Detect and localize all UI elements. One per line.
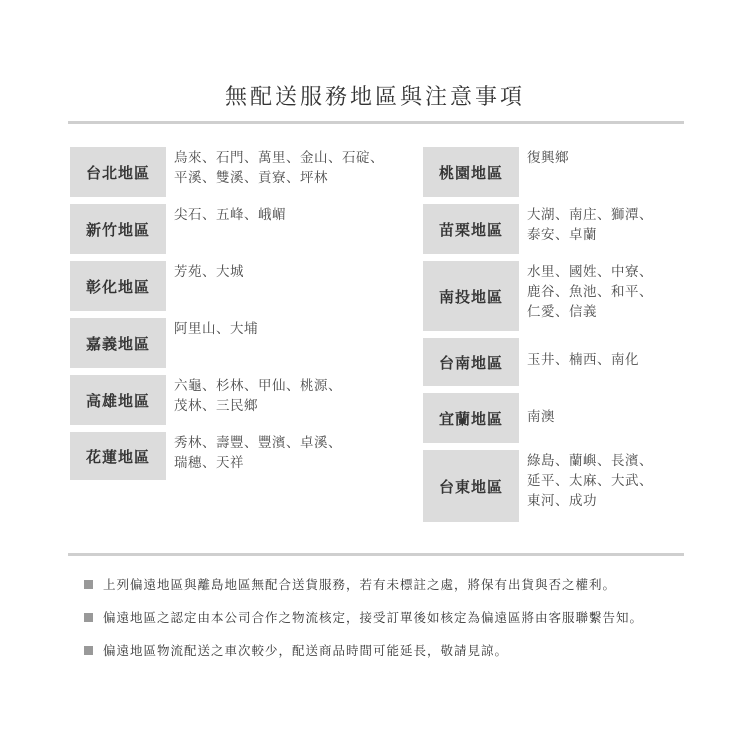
bottom-divider: [68, 553, 684, 556]
square-bullet-icon: [84, 613, 93, 622]
region-places: 阿里山、大埔: [174, 321, 258, 337]
region-label: 嘉義地區: [70, 318, 166, 368]
region-label: 台東地區: [423, 450, 519, 522]
region-label: 新竹地區: [70, 204, 166, 254]
region-row-changhua: [70, 261, 244, 311]
region-row-miaoli: [423, 204, 653, 254]
square-bullet-icon: [84, 646, 93, 655]
region-places: 綠島、蘭嶼、長濱、 延平、太麻、大武、 東河、成功: [527, 453, 653, 509]
top-divider: [68, 121, 684, 124]
region-places: 玉井、楠西、南化: [527, 352, 639, 368]
note-item: 上列偏遠地區與離島地區無配合送貨服務，若有未標註之處，將保有出貨與否之權利。: [84, 576, 643, 592]
region-row-tainan: [423, 338, 639, 386]
note-item: 偏遠地區之認定由本公司合作之物流核定，接受訂單後如核定為偏遠區將由客服聯繫告知。: [84, 609, 643, 625]
region-places: 芳苑、大城: [174, 264, 244, 280]
region-places: 復興鄉: [527, 150, 569, 166]
square-bullet-icon: [84, 580, 93, 589]
notes-list: [84, 576, 643, 675]
region-places: 水里、國姓、中寮、 鹿谷、魚池、和平、 仁愛、信義: [527, 264, 653, 320]
region-label: 高雄地區: [70, 375, 166, 425]
region-row-taitung: [423, 450, 653, 522]
region-label: 花蓮地區: [70, 432, 166, 480]
region-label: 桃園地區: [423, 147, 519, 197]
region-label: 南投地區: [423, 261, 519, 331]
region-label: 台北地區: [70, 147, 166, 197]
region-label: 苗栗地區: [423, 204, 519, 254]
region-label: 彰化地區: [70, 261, 166, 311]
note-item: 偏遠地區物流配送之車次較少，配送商品時間可能延長，敬請見諒。: [84, 642, 643, 658]
region-row-taipei: [70, 147, 384, 197]
region-row-nantou: [423, 261, 653, 331]
region-row-kaohsiung: [70, 375, 342, 425]
region-row-yilan: [423, 393, 555, 443]
region-places: 南澳: [527, 409, 555, 425]
page-title: 無配送服務地區與注意事項: [224, 85, 525, 110]
region-places: 尖石、五峰、峨嵋: [174, 207, 286, 223]
region-label: 宜蘭地區: [423, 393, 519, 443]
region-places: 秀林、壽豐、豐濱、卓溪、 瑞穗、天祥: [174, 435, 342, 471]
region-row-hsinchu: [70, 204, 286, 254]
region-row-chiayi: [70, 318, 258, 368]
region-row-hualien: [70, 432, 342, 480]
region-places: 烏來、石門、萬里、金山、石碇、 平溪、雙溪、貢寮、坪林: [174, 150, 384, 186]
region-row-taoyuan: [423, 147, 569, 197]
region-label: 台南地區: [423, 338, 519, 386]
region-places: 六龜、杉林、甲仙、桃源、 茂林、三民鄉: [174, 378, 342, 414]
region-places: 大湖、南庄、獅潭、 泰安、卓蘭: [527, 207, 653, 243]
